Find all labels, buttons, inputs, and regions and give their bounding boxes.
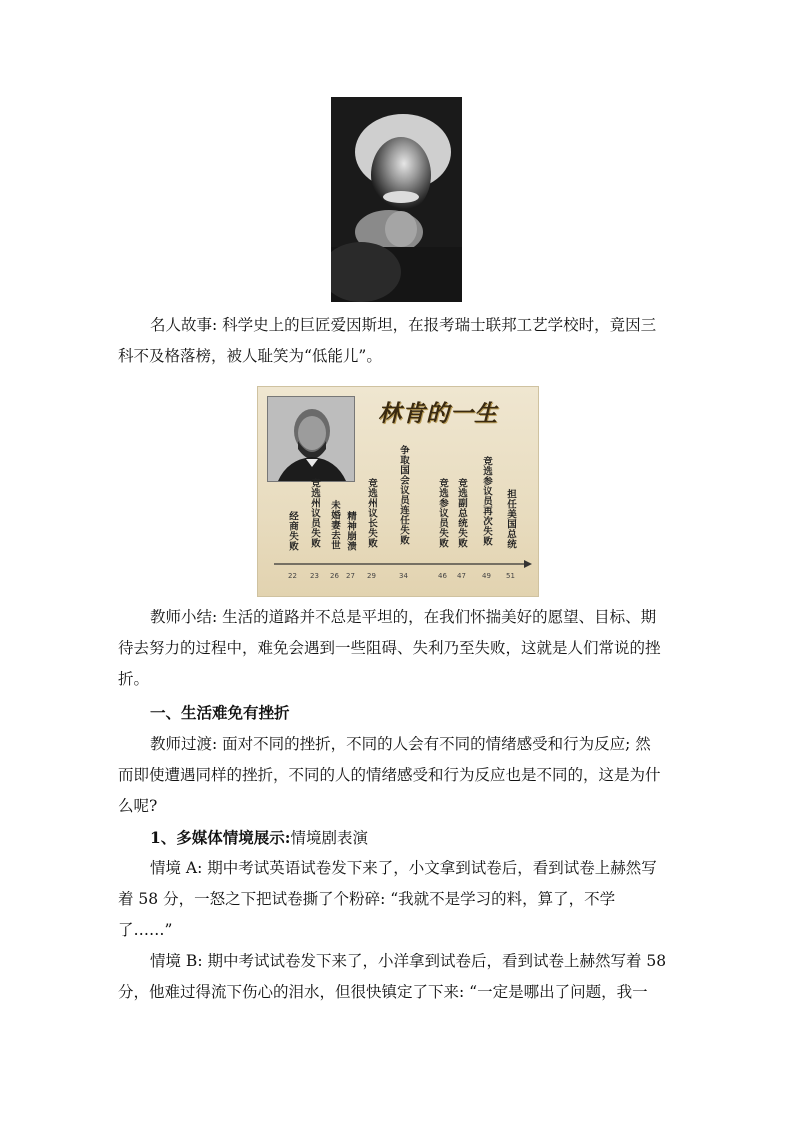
scenario-a-line-3: 了……” — [118, 921, 173, 939]
timeline-age: 23 — [310, 572, 319, 580]
timeline-age: 27 — [346, 572, 355, 580]
scenario-b-paragraph — [118, 946, 678, 1008]
timeline-age: 26 — [330, 572, 339, 580]
timeline-arrow — [274, 559, 532, 569]
section-heading-1: 一、生活难免有挫折 — [150, 703, 290, 722]
timeline-age: 47 — [457, 572, 466, 580]
summary-paragraph — [118, 602, 678, 695]
timeline-event: 竞选州议员失败 — [309, 478, 320, 548]
scenario-a-line-2: 着 58 分，一怒之下把试卷撕了个粉碎: “我就不是学习的料，算了，不学 — [118, 890, 616, 908]
transition-paragraph — [118, 729, 678, 822]
heading-2-normal: 情境剧表演 — [290, 829, 369, 847]
timeline-age: 49 — [482, 572, 491, 580]
timeline-age: 51 — [506, 572, 515, 580]
summary-line-3: 折。 — [118, 670, 150, 688]
timeline-event: 竞选副总统失败 — [456, 478, 467, 548]
einstein-photo — [331, 97, 462, 302]
einstein-portrait-graphic — [331, 97, 462, 302]
timeline-event: 担任美国总统 — [505, 489, 516, 549]
scenario-a-paragraph — [118, 853, 678, 946]
story-paragraph — [118, 310, 678, 372]
scenario-b-line-2: 分，他难过得流下伤心的泪水，但很快镇定了下来: “一定是哪出了问题，我一 — [118, 983, 648, 1001]
transition-line-2: 而即使遭遇同样的挫折，不同的人的情绪感受和行为反应也是不同的，这是为什 — [118, 766, 661, 784]
timeline-age: 46 — [438, 572, 447, 580]
timeline-age: 29 — [367, 572, 376, 580]
timeline-age: 22 — [288, 572, 297, 580]
lincoln-portrait — [267, 396, 355, 482]
timeline-event: 未婚妻去世 — [329, 500, 340, 550]
transition-line-1: 教师过渡: 面对不同的挫折，不同的人会有不同的情绪感受和行为反应; 然 — [150, 735, 651, 753]
section-heading-2 — [118, 822, 678, 854]
summary-line-1: 教师小结: 生活的道路并不总是平坦的，在我们怀揣美好的愿望、目标、期 — [150, 608, 657, 626]
timeline-event: 竞选州议长失败 — [366, 478, 377, 548]
scenario-a-line-1: 情境 A: 期中考试英语试卷发下来了，小文拿到试卷后，看到试卷上赫然写 — [150, 859, 657, 877]
summary-line-2: 待去努力的过程中，难免会遇到一些阻碍、失利乃至失败，这就是人们常说的挫 — [118, 639, 661, 657]
story-line-1: 名人故事: 科学史上的巨匠爱因斯坦，在报考瑞士联邦工艺学校时，竟因三 — [150, 316, 657, 334]
slide-title: 林肯的一生 — [378, 401, 498, 427]
timeline-event: 竞选参议员失败 — [437, 478, 448, 548]
timeline-event: 竞选参议员再次失败 — [481, 456, 492, 546]
timeline-age: 34 — [399, 572, 408, 580]
scenario-b-line-1: 情境 B: 期中考试试卷发下来了，小洋拿到试卷后，看到试卷上赫然写着 58 — [150, 952, 667, 970]
timeline-event: 精神崩溃 — [345, 511, 356, 551]
timeline-event: 争取国会议员连任失败 — [398, 445, 409, 545]
lincoln-slide — [257, 386, 539, 597]
transition-line-3: 么呢? — [118, 797, 158, 815]
heading-2-bold: 1、多媒体情境展示: — [150, 828, 291, 847]
story-line-2: 科不及格落榜，被人耻笑为“低能儿”。 — [118, 347, 382, 365]
timeline-event: 经商失败 — [287, 511, 298, 551]
lincoln-portrait-graphic — [268, 397, 354, 481]
